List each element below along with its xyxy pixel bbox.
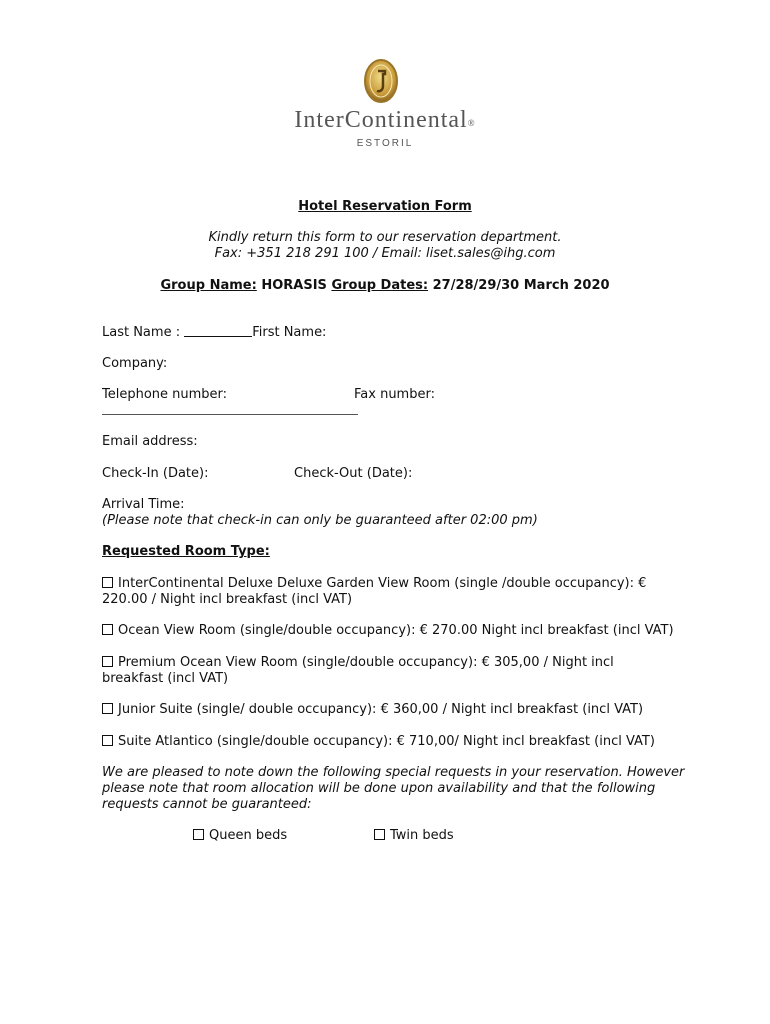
name-row [102, 324, 326, 341]
telephone-field-line[interactable] [102, 414, 358, 415]
room-option-label: Ocean View Room (single/double occupancy): € 270.00 Night incl breakfast (incl VAT) [118, 623, 674, 638]
checkbox-icon[interactable] [374, 829, 385, 840]
checkbox-icon[interactable] [193, 829, 204, 840]
logo-brand-name [0, 107, 770, 135]
last-name-label: Last Name : [102, 325, 181, 340]
group-name-value: HORASIS [261, 278, 327, 293]
logo-location: ESTORIL [356, 138, 414, 149]
first-name-label: First Name: [252, 325, 327, 340]
fax-label: Fax number: [354, 387, 435, 402]
checkbox-icon[interactable] [102, 624, 113, 635]
requests-note-line-1: We are pleased to note down the following special requests in your reservation. However [102, 765, 685, 780]
arrival-label: Arrival Time: [102, 497, 185, 512]
room-option-label: Junior Suite (single/ double occupancy): € 360,00 / Night incl breakfast (incl VAT) [118, 702, 644, 717]
last-name-field[interactable] [184, 324, 252, 337]
checkbox-icon[interactable] [102, 656, 113, 667]
group-dates-label: Group Dates: [331, 278, 429, 293]
checkbox-icon[interactable] [102, 577, 113, 588]
group-name-label: Group Name: [160, 278, 257, 293]
group-dates-value: 27/28/29/30 March 2020 [432, 278, 610, 293]
group-info [0, 278, 770, 294]
request-label: Queen beds [209, 828, 288, 843]
room-option-deluxe[interactable] [102, 576, 646, 592]
room-option-label: InterContinental Deluxe Deluxe Garden View Room (single /double occupancy): € [118, 576, 647, 591]
room-type-heading: Requested Room Type: [102, 544, 270, 559]
requests-note-line-3: requests cannot be guaranteed: [102, 797, 312, 812]
room-option-premium-ocean-cont: breakfast (incl VAT) [102, 671, 229, 686]
room-option-ocean-view[interactable] [102, 623, 674, 639]
room-option-premium-ocean[interactable] [102, 655, 614, 671]
room-option-suite-atlantico[interactable] [102, 734, 655, 750]
checkin-label: Check-In (Date): [102, 466, 209, 481]
room-option-label: Suite Atlantico (single/double occupancy): € 710,00/ Night incl breakfast (incl VAT) [118, 734, 655, 749]
checkbox-icon[interactable] [102, 735, 113, 746]
logo-brand-text: InterContinental [294, 107, 468, 133]
company-label: Company: [102, 356, 168, 371]
request-queen-beds[interactable] [193, 828, 287, 844]
logo-emblem-icon [362, 58, 400, 104]
requests-note-line-2: please note that room allocation will be done upon availability and that the following [102, 781, 656, 796]
room-option-deluxe-price: 220.00 / Night incl breakfast (incl VAT) [102, 592, 353, 607]
arrival-note: (Please note that check-in can only be guaranteed after 02:00 pm) [102, 513, 538, 528]
telephone-label: Telephone number: [102, 387, 228, 402]
form-title: Hotel Reservation Form [298, 199, 472, 214]
instruction-line-2: Fax: +351 218 291 100 / Email: liset.sales@ihg.com [214, 246, 556, 261]
request-label: Twin beds [390, 828, 454, 843]
instruction-line-1: Kindly return this form to our reservation department. [208, 230, 562, 245]
request-twin-beds[interactable] [374, 828, 454, 844]
room-option-junior-suite[interactable] [102, 702, 643, 718]
email-label: Email address: [102, 434, 198, 449]
logo-reg-mark: ® [467, 118, 476, 128]
room-option-label: Premium Ocean View Room (single/double occupancy): € 305,00 / Night incl [118, 655, 614, 670]
checkout-label: Check-Out (Date): [294, 466, 413, 481]
checkbox-icon[interactable] [102, 703, 113, 714]
